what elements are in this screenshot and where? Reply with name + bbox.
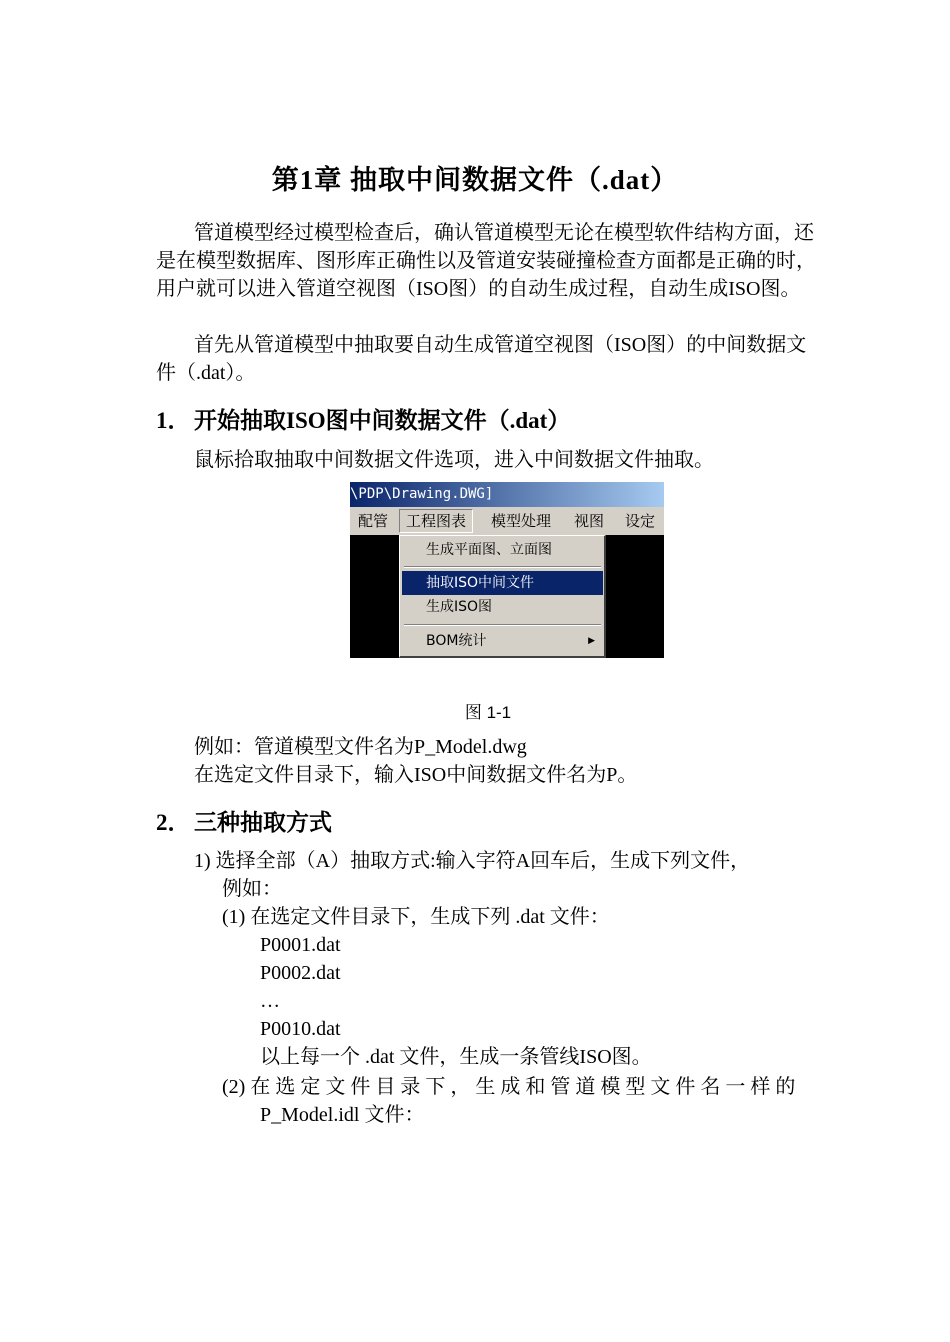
submenu-arrow-icon: ▶ [588, 636, 595, 646]
section-1-title: 开始抽取ISO图中间数据文件（.dat） [194, 408, 571, 433]
file-name: P0001.dat [260, 934, 341, 956]
section-2-heading [156, 804, 332, 837]
list-item-1-line-2: 例如： [222, 878, 282, 900]
section-1-heading [156, 402, 570, 435]
intro-paragraph-2: 首先从管道模型中抽取要自动生成管道空视图（ISO图）的中间数据文件（.dat）。 [156, 334, 807, 384]
list-item-1-line-1: 1) 选择全部（A）抽取方式:输入字符A回车后，生成下列文件， [194, 850, 751, 872]
section-1-text: 鼠标拾取抽取中间数据文件选项，进入中间数据文件抽取。 [194, 449, 714, 471]
menu-item-view[interactable]: 视图 [574, 512, 605, 530]
menu-separator [404, 624, 601, 626]
sub-item-1-note: 以上每一个 .dat 文件，生成一条管线ISO图。 [260, 1046, 652, 1068]
file-ellipsis: … [260, 990, 280, 1012]
sub-item-1: (1) 在选定文件目录下，生成下列 .dat 文件： [222, 906, 610, 928]
menu-item-settings[interactable]: 设定 [625, 512, 656, 530]
sub-item-2-line-2: P_Model.idl 文件： [260, 1104, 425, 1126]
menu-screenshot-figure [350, 482, 664, 658]
menu-item-piping[interactable]: 配管 [358, 512, 389, 530]
dropdown-item-generate-iso[interactable]: 生成ISO图 [426, 599, 493, 615]
sub-item-2-line-1: (2) 在 选 定 文 件 目 录 下 ， 生 成 和 管 道 模 型 文 件 名 一 样 的 [222, 1076, 796, 1098]
figure-caption: 图 1-1 [464, 703, 512, 722]
dropdown-item-bom-label: BOM统计 [426, 633, 487, 649]
file-name: P0010.dat [260, 1018, 341, 1040]
dropdown-item-plan-elevation[interactable]: 生成平面图、立面图 [426, 542, 552, 558]
intro-paragraph-1: 管道模型经过模型检查后，确认管道模型无论在模型软件结构方面，还是在模型数据库、图形库正确性以及管道安装碰撞检查方面都是正确的时，用户就可以进入管道空视图（ISO图）的自动生成过程，自动生成ISO图。 [156, 222, 816, 300]
dropdown-menu [399, 535, 606, 658]
menu-bar [350, 507, 664, 535]
menu-item-model-processing[interactable]: 模型处理 [491, 512, 552, 530]
dropdown-item-extract-iso-intermediate[interactable]: 抽取ISO中间文件 [402, 571, 603, 595]
example-line-1: 例如：管道模型文件名为P_Model.dwg [194, 736, 527, 758]
dropdown-item-bom-statistics[interactable] [402, 629, 603, 653]
menu-separator [404, 566, 601, 568]
section-2-number: 2． [156, 810, 191, 835]
file-name: P0002.dat [260, 962, 341, 984]
menu-item-engineering-drawings[interactable]: 工程图表 [399, 509, 473, 533]
example-line-2: 在选定文件目录下，输入ISO中间数据文件名为P。 [194, 764, 638, 786]
section-2-title: 三种抽取方式 [194, 810, 332, 835]
chapter-title: 第1章 抽取中间数据文件（.dat） [271, 165, 679, 195]
window-titlebar: \PDP\Drawing.DWG] [350, 482, 664, 507]
section-1-number: 1． [156, 408, 191, 433]
